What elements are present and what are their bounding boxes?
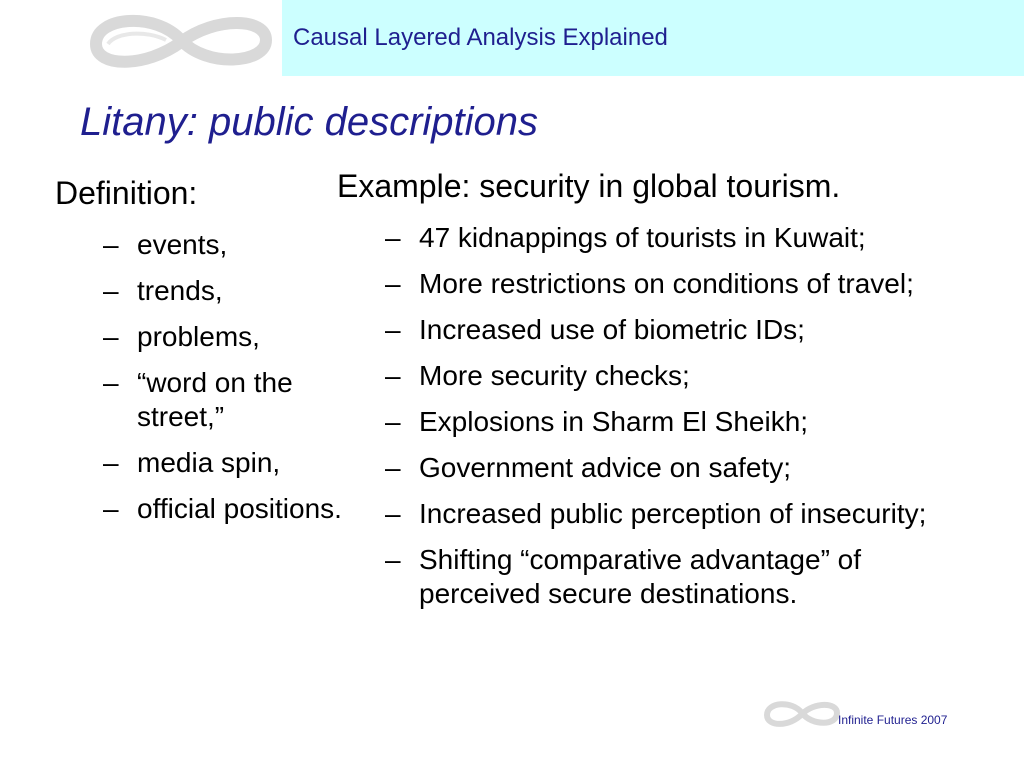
- footer-infinity-logo-icon: [762, 698, 842, 730]
- definition-list: [103, 228, 343, 538]
- list-item: – More restrictions on conditions of travel;: [385, 267, 985, 301]
- list-item: – “word on the street,”: [103, 366, 343, 434]
- list-item: – events,: [103, 228, 343, 262]
- example-list: [385, 221, 985, 623]
- list-item: – official positions.: [103, 492, 343, 526]
- header-title: Causal Layered Analysis Explained: [293, 24, 668, 51]
- list-item: – 47 kidnappings of tourists in Kuwait;: [385, 221, 985, 255]
- list-item: – problems,: [103, 320, 343, 354]
- list-item: – Government advice on safety;: [385, 451, 985, 485]
- list-item: – trends,: [103, 274, 343, 308]
- example-heading: Example: security in global tourism.: [337, 168, 841, 204]
- list-item: – Explosions in Sharm El Sheikh;: [385, 405, 985, 439]
- infinity-logo-icon: [86, 10, 276, 72]
- list-item: – media spin,: [103, 446, 343, 480]
- definition-heading: Definition:: [55, 175, 198, 211]
- slide-title: Litany: public descriptions: [80, 100, 539, 144]
- footer-text: Infinite Futures 2007: [838, 713, 948, 727]
- list-item: – Shifting “comparative advantage” of perceived secure destinations.: [385, 543, 985, 611]
- list-item: – More security checks;: [385, 359, 985, 393]
- list-item: – Increased use of biometric IDs;: [385, 313, 985, 347]
- list-item: – Increased public perception of insecurity;: [385, 497, 985, 531]
